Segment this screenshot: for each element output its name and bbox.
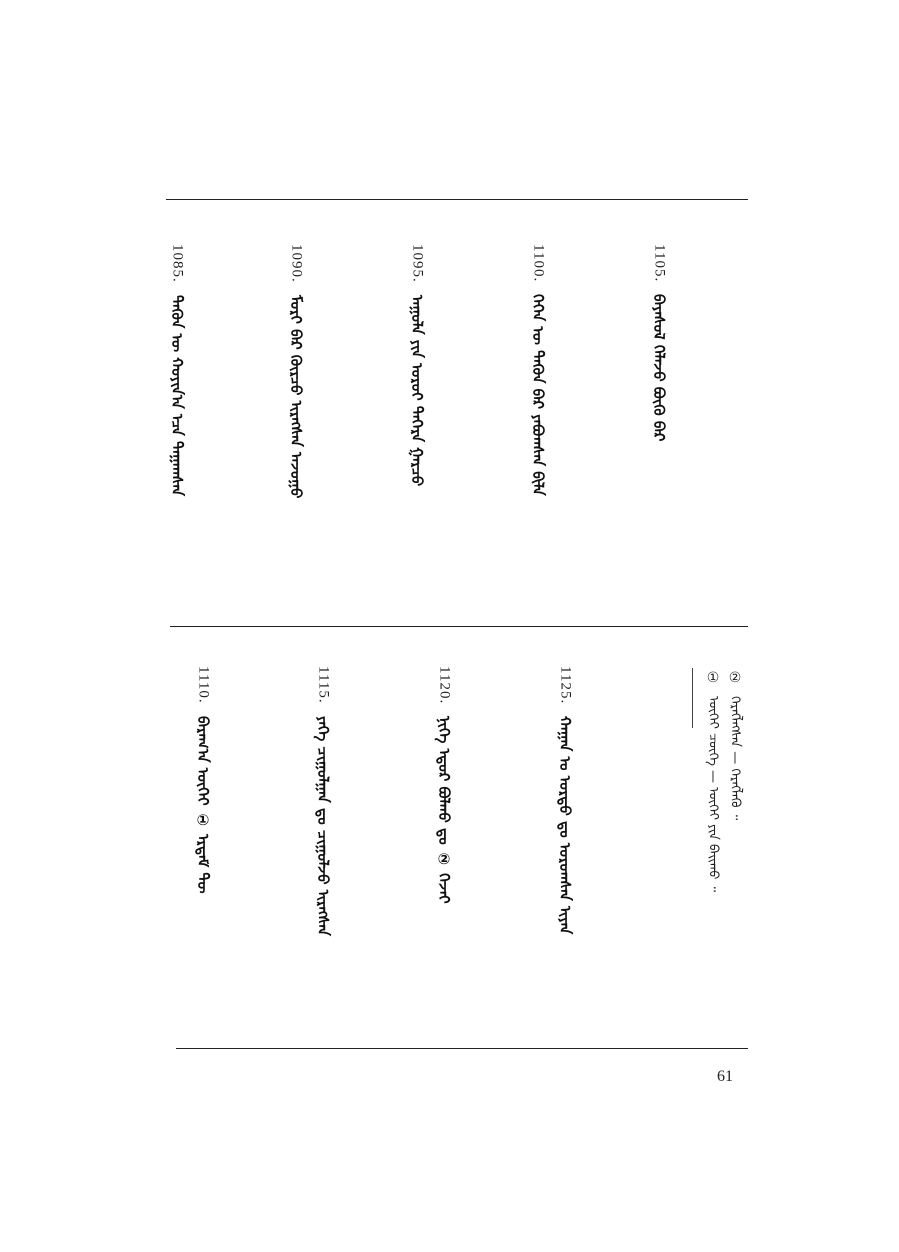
line-number: 1090. bbox=[288, 244, 305, 283]
verse-line bbox=[285, 244, 307, 498]
line-number: 1095. bbox=[409, 244, 426, 283]
line-number: 1105. bbox=[651, 244, 668, 283]
verse-line bbox=[648, 244, 670, 442]
verse-line bbox=[192, 666, 214, 893]
footnote-marker: ① bbox=[706, 670, 720, 686]
verse-text: ᠨᠢᠭᠡ ᠡᠳᠦᠷ ᠪᠣᠯᠬᠤ ᠳᠤ ② ᠭᠡᠵᠡᠢ bbox=[435, 716, 453, 904]
line-number: 1115. bbox=[315, 666, 332, 704]
verse-text: ᠶᠡᠬᠡ ᠴᠢᠭᠤᠯᠭᠠᠨ ᠳᠤ ᠴᠢᠭᠤᠯᠵᠤ ᠢᠷᠡᠭᠰᠡᠨ bbox=[314, 715, 332, 936]
verse-text: ᠮᠣᠷᠢ ᠪᠠᠷ ᠬᠦᠷᠴᠦ ᠢᠷᠡᠭᠰᠡᠨ ᠠᠵᠤᠭᠤ bbox=[287, 294, 305, 499]
page-number: 61 bbox=[717, 1068, 733, 1085]
verse-line bbox=[527, 244, 549, 496]
line-number: 1085. bbox=[169, 244, 186, 283]
bottom-rule bbox=[176, 1048, 748, 1049]
verse-text: ᠪᠠᠷᠠᠭ᠎ᠠ ᠦᠭᠡᠢ ① ᠡᠷᠳᠡᠮ ᠲᠦ bbox=[194, 715, 212, 894]
middle-rule bbox=[170, 626, 748, 627]
verse-text: ᠪᠠᠶᠠᠰᠤᠯ ᠬᠡᠯᠡᠵᠦ ᠪᠦᠬᠦ ᠪᠡᠷ bbox=[650, 294, 668, 442]
verse-line bbox=[554, 666, 576, 935]
verse-line bbox=[406, 244, 428, 486]
footnote bbox=[702, 670, 724, 892]
footnote-rule bbox=[692, 668, 693, 728]
footnote-text: ᠦᠭᠡᠢ ᠴᠥᠬᠡ — ᠦᠭᠡᠢ ᠶᠢᠨ ᠪᠠᠢᠬᠤ ᠃ bbox=[705, 696, 721, 893]
verse-line bbox=[166, 244, 188, 496]
line-number: 1125. bbox=[557, 666, 574, 705]
top-rule bbox=[166, 199, 748, 200]
line-number: 1110. bbox=[195, 666, 212, 704]
verse-text: ᠲᠡᠭᠦᠨ ᠦ ᠬᠣᠶᠢᠨ᠎ᠠ ᠡᠴᠡ ᠳᠠᠭᠠᠭᠰᠠᠨ bbox=[168, 294, 186, 496]
footnote bbox=[724, 670, 746, 820]
line-number: 1120. bbox=[436, 666, 453, 705]
verse-line bbox=[312, 666, 334, 936]
line-number: 1100. bbox=[530, 244, 547, 283]
verse-text: ᠬᠠᠭᠠᠨ ᠤ ᠣᠷᠳᠤ ᠳᠤ ᠣᠷᠤᠭᠰᠠᠨ ᠢᠶᠠᠨ bbox=[556, 716, 574, 935]
verse-text: ᠭᠡᠭᠡᠨ ᠦ ᠲᠡᠭᠦᠨ ᠪᠡᠷ ᠶᠠᠪᠤᠭᠰᠠᠨ ᠪᠢᠯᠡ bbox=[529, 294, 547, 496]
verse-text: ᠠᠭᠤᠯᠠ ᠶᠢᠨ ᠣᠷᠤᠢ ᠳᠡᠭᠡᠷᠡ ᠭᠠᠷᠴᠤ bbox=[408, 294, 426, 486]
footnote-text: ᠬᠡᠷᠡᠭᠯᠡᠭᠰᠡᠨ — ᠬᠡᠷᠡᠭᠯᠡᠬᠦ ᠃ bbox=[727, 696, 743, 821]
verse-line bbox=[433, 666, 455, 904]
footnote-marker: ② bbox=[728, 670, 742, 686]
